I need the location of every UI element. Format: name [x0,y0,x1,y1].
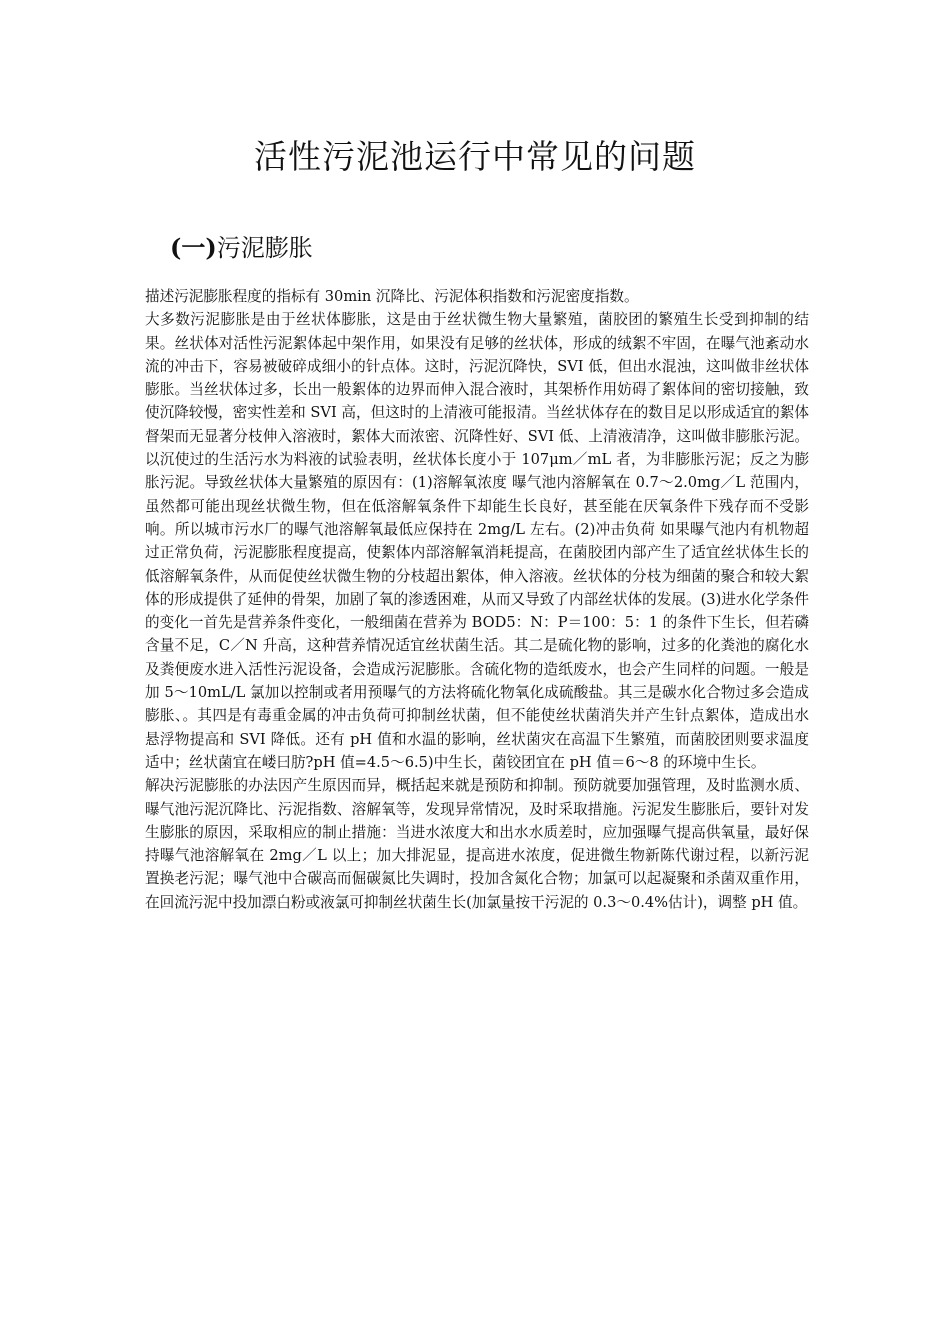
section-heading [170,230,313,266]
document-body [145,285,809,914]
section-heading-text: 污泥膨胀 [216,234,313,262]
paragraph: 解决污泥膨胀的办法因产生原因而异，概括起来就是预防和抑制。预防就要加强管理，及时监测水质、曝气池污泥沉降比、污泥指数、溶解氧等，发现异常情况，及时采取措施。污泥发生膨胀后，要针对发生膨胀的原因，采取相应的制止措施：当进水浓度大和出水水质差时，应加强曝气提高供氧量，最好保持曝气池溶解氧在 2mg／L 以上；加大排泥显，提高进水浓度，促进微生物新陈代谢过程，以新污泥置换老污泥；曝气池中合碳高而倔碳氮比失调时，投加含氮化合物；加氯可以起凝聚和杀菌双重作用，在回流污泥中投加漂白粉或液氯可抑制丝状菌生长(加氯量按干污泥的 0.3～0.4%估计)，调整 pH 值。 [145,777,809,911]
document-title: 活性污泥池运行中常见的问题 [254,137,696,176]
section-number: (一) [170,233,217,262]
paragraph: 大多数污泥膨胀是由于丝状体膨胀，这是由于丝状微生物大量繁殖，菌胶团的繁殖生长受到抑制的结果。丝状体对活性污泥絮体起中架作用，如果没有足够的丝状体，形成的绒絮不牢固，在曝气池紊动水流的冲击下，容易被破碎成细小的针点体。这时，污泥沉降快，SVI 低，但出水混浊，这叫做非丝状体膨胀。当丝状体过多，长出一般絮体的边界而伸入混合液时，其架桥作用妨碍了絮体间的密切接触，致使沉降较慢，密实性差和 SVI 高，但这时的上清液可能报清。当丝状体存在的数目足以形成适宜的絮体督架而无显著分枝伸入溶液时，絮体大而浓密、沉降性好、SVI 低、上清液清净，这叫做非膨胀污泥。以沉使过的生活污水为料液的试验表明，丝状体长度小于 107μm／mL 者，为非膨胀污泥；反之为膨胀污泥。导致丝状体大量繁殖的原因有：(1)溶解氧浓度 曝气池内溶解氧在 0.7～2.0mg／L 范围内，虽然都可能出现丝状微生物，但在低溶解氧条件下却能生长良好，甚至能在厌氧条件下残存而不受影响。所以城市污水厂的曝气池溶解氧最低应保持在 2mg/L 左右。(2)冲击负荷 如果曝气池内有机物超过正常负荷，污泥膨胀程度提高，使絮体内部溶解氧消耗提高，在菌胶团内部产生了适宜丝状体生长的低溶解氧条件，从而促使丝状微生物的分枝超出絮体，伸入溶液。丝状体的分枝为细菌的聚合和较大絮体的形成提供了延伸的骨架，加剧了氧的渗透困难，从而又导致了内部丝状体的发展。(3)进水化学条件的变化一首先是营养条件变化，一般细菌在营养为 BOD5：N：P＝100：5：1 的条件下生长，但若磷含量不足，C／N 升高，这种营养情况适宜丝状菌生活。其二是硫化物的影响，过多的化粪池的腐化水及粪便废水进入活性污泥设备，会造成污泥膨胀。含硫化物的造纸废水，也会产生同样的问题。一般是加 5～10mL/L 氯加以控制或者用预曝气的方法将硫化物氧化成硫酸盐。其三是碳水化合物过多会造成膨胀、。其四是有毒重金属的冲击负荷可抑制丝状菌，但不能使丝状菌消失并产生针点絮体，造成出水悬浮物提高和 SVI 降低。还有 pH 值和水温的影响，丝状菌灾在高温下生繁殖，而菌胶团则要求温度适中；丝状菌宜在嵝曰肪?pH 值=4.5～6.5)中生长，菌铰团宜在 pH 值＝6～8 的环境中生长。 [145,311,809,771]
paragraph: 描述污泥膨胀程度的指标有 30min 沉降比、污泥体积指数和污泥密度指数。 [145,288,639,305]
